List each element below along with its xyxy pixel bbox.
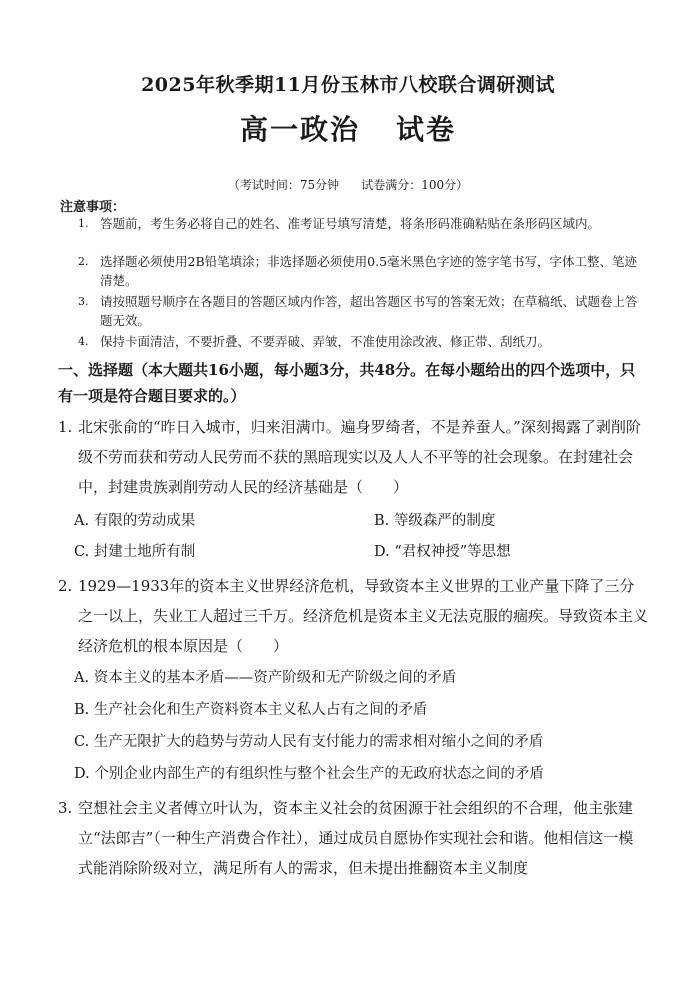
notes-title: 注意事项：: [60, 200, 126, 215]
question-stem: 空想社会主义者傅立叶认为，资本主义社会的贫困源于社会组织的不合理，他主张建立“法郎吉”（一种生产消费合作社），通过成员自愿协作实现社会和谐。他相信这一模式能消除阶级对立，满足所有人的需求，但未提出推翻资本主义制度: [78, 799, 634, 877]
question-1: [58, 412, 648, 502]
option-d: D. 个别企业内部生产的有组织性与整个社会生产的无政府状态之间的矛盾: [74, 766, 544, 782]
option-d: D. “君权神授”等思想: [374, 544, 511, 560]
note-text: 答题前，考生务必将自己的姓名、准考证号填写清楚，将条形码准确粘贴在条形码区域内。: [100, 216, 601, 231]
note-number: 4.: [78, 335, 89, 348]
option-b: B. 生产社会化和生产资料资本主义私人占有之间的矛盾: [74, 702, 428, 718]
note-text: 请按照题号顺序在各题目的答题区域内作答，超出答题区书写的答案无效；在草稿纸、试题卷上答题无效。: [100, 294, 638, 328]
question-3: [58, 793, 648, 883]
question-number: 2.: [58, 577, 73, 595]
question-stem: 1929—1933年的资本主义世界经济危机，导致资本主义世界的工业产量下降了三分之一以上，失业工人超过三千万。经济危机是资本主义无法克服的痼疾。导致资本主义经济危机的根本原因是（ ）: [78, 577, 649, 655]
note-text: 保持卡面清洁，不要折叠、不要弄破、弄皱，不准使用涂改液、修正带、刮纸刀。: [100, 334, 551, 349]
question-number: 1.: [58, 418, 73, 436]
paper-label: 试卷: [396, 113, 457, 146]
note-item: [78, 252, 648, 290]
question-2: [58, 571, 648, 661]
exam-title: 2025年秋季期11月份玉林市八校联合调研测试: [141, 74, 555, 96]
exam-info: [0, 176, 696, 193]
question-number: 3.: [58, 799, 73, 817]
note-number: 1.: [78, 217, 89, 230]
note-item: [78, 292, 648, 330]
option-c: C. 生产无限扩大的趋势与劳动人民有支付能力的需求相对缩小之间的矛盾: [74, 734, 544, 750]
note-text: 选择题必须使用2B铅笔填涂；非选择题必须使用0.5毫米黑色字迹的签字笔书写，字体工整、笔迹清楚。: [100, 254, 638, 288]
section-heading: 一、选择题（本大题共16小题，每小题3分，共48分。在每小题给出的四个选项中，只有一项是符合题目要求的。）: [58, 361, 636, 405]
exam-subtitle: [0, 108, 696, 148]
note-number: 2.: [78, 255, 89, 268]
full-score: 试卷满分：100分）: [361, 178, 469, 192]
subject-label: 高一政治: [239, 113, 360, 146]
question-stem: 北宋张俞的“昨日入城市，归来泪满巾。遍身罗绮者，不是养蚕人。”深刻揭露了剥削阶级不劳而获和劳动人民劳而不获的黑暗现实以及人人不平等的社会现象。在封建社会中，封建贵族剥削劳动人民的经济基础是（ ）: [78, 418, 641, 496]
option-a: A. 有限的劳动成果: [74, 513, 196, 529]
note-item: [78, 332, 648, 351]
exam-time: （考试时间：75分钟: [227, 178, 340, 192]
option-c: C. 封建土地所有制: [74, 544, 196, 560]
note-item: [78, 214, 648, 233]
option-b: B. 等级森严的制度: [374, 513, 496, 529]
note-number: 3.: [78, 295, 89, 308]
option-a: A. 资本主义的基本矛盾——资产阶级和无产阶级之间的矛盾: [74, 670, 457, 686]
